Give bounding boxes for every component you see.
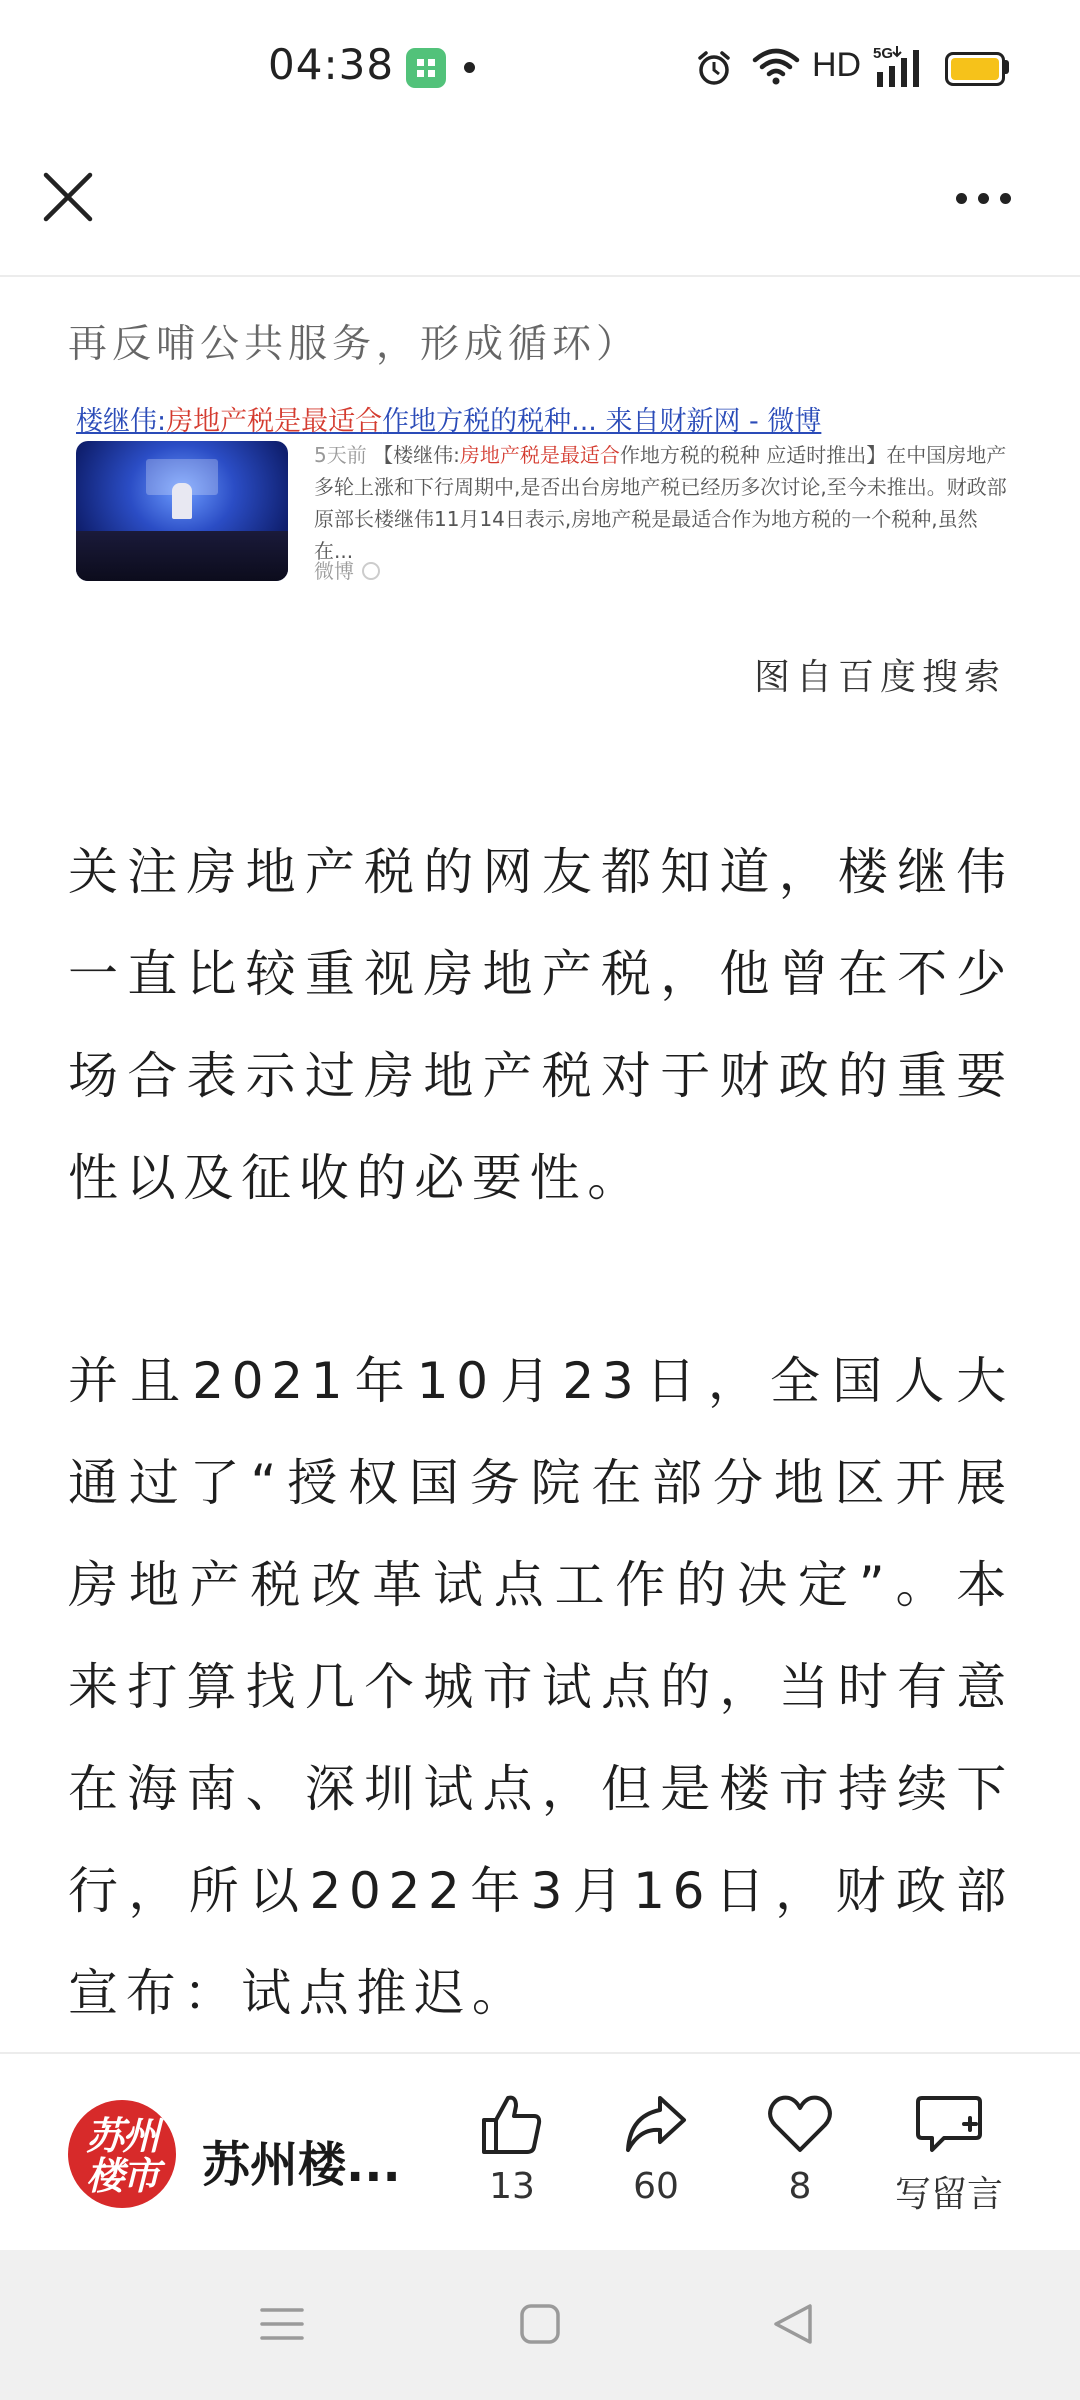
search-result-image[interactable] xyxy=(68,395,1008,585)
home-icon[interactable] xyxy=(516,2300,564,2348)
status-bar xyxy=(0,0,1080,135)
alarm-icon xyxy=(694,48,734,88)
back-icon[interactable] xyxy=(770,2300,818,2348)
wifi-icon xyxy=(752,46,800,86)
battery-icon xyxy=(945,52,1005,86)
favorite-button[interactable] xyxy=(740,2092,860,2207)
heart-icon xyxy=(766,2092,834,2156)
thumbs-up-icon xyxy=(478,2092,546,2156)
like-count: 13 xyxy=(489,2166,535,2207)
search-card-snippet: 5天前 【楼继伟:房地产税是最适合作地方税的税种 应适时推出】在中国房地产多轮上涨和下行周期中,是否出台房地产税已经历多次讨论,至今未推出。财政部原部长楼继伟11月14日表示,房地产税是最适合作为地方税的一个税种,虽然在... xyxy=(314,443,1007,563)
like-button[interactable] xyxy=(452,2092,572,2207)
app-icon xyxy=(406,48,446,88)
search-card-source: 微博 xyxy=(314,555,380,584)
notification-dot-icon xyxy=(464,62,475,73)
share-count: 60 xyxy=(633,2166,679,2207)
article-paragraph: 并且2021年10月23日，全国人大通过了“授权国务院在部分地区开展房地产税改革试点工作的决定”。本来打算找几个城市试点的，当时有意在海南、深圳试点，但是楼市持续下行，所以2022年3月16日，财政部宣布：试点推迟。 xyxy=(68,1352,1014,2022)
comment-icon xyxy=(914,2092,984,2156)
system-nav-bar xyxy=(0,2250,1080,2400)
more-icon xyxy=(956,193,967,204)
share-icon xyxy=(622,2092,690,2156)
more-button[interactable] xyxy=(944,175,1024,219)
avatar[interactable] xyxy=(68,2100,176,2208)
write-comment-label: 写留言 xyxy=(894,2174,1003,2215)
bottom-action-bar xyxy=(0,2052,1080,2252)
signal-icon xyxy=(873,44,931,90)
network-label: HD xyxy=(812,46,862,84)
article-content xyxy=(0,277,1080,2052)
author-name[interactable]: 苏州楼... xyxy=(202,2137,401,2193)
article-text-fragment: 再反哺公共服务，形成循环） xyxy=(68,322,641,367)
status-time: 04:38 xyxy=(268,40,395,89)
share-button[interactable] xyxy=(596,2092,716,2207)
menu-icon[interactable] xyxy=(258,2300,306,2348)
image-caption: 图自百度搜索 xyxy=(753,657,1006,698)
close-icon xyxy=(36,165,100,229)
avatar-text: 苏州楼市 xyxy=(85,2114,158,2198)
card-thumbnail xyxy=(76,441,288,581)
article-paragraph: 关注房地产税的网友都知道，楼继伟一直比较重视房地产税，他曾在不少场合表示过房地产税对于财政的重要性以及征收的必要性。 xyxy=(68,843,1014,1207)
svg-text:5G: 5G xyxy=(873,45,894,62)
search-card-title[interactable]: 楼继伟:房地产税是最适合作地方税的税种... 来自财新网 - 微博 xyxy=(76,406,822,437)
battery-tip xyxy=(1004,60,1009,74)
top-bar xyxy=(0,135,1080,277)
write-comment-button[interactable] xyxy=(874,2092,1024,2217)
close-button[interactable] xyxy=(36,165,100,229)
favorite-count: 8 xyxy=(788,2166,812,2207)
